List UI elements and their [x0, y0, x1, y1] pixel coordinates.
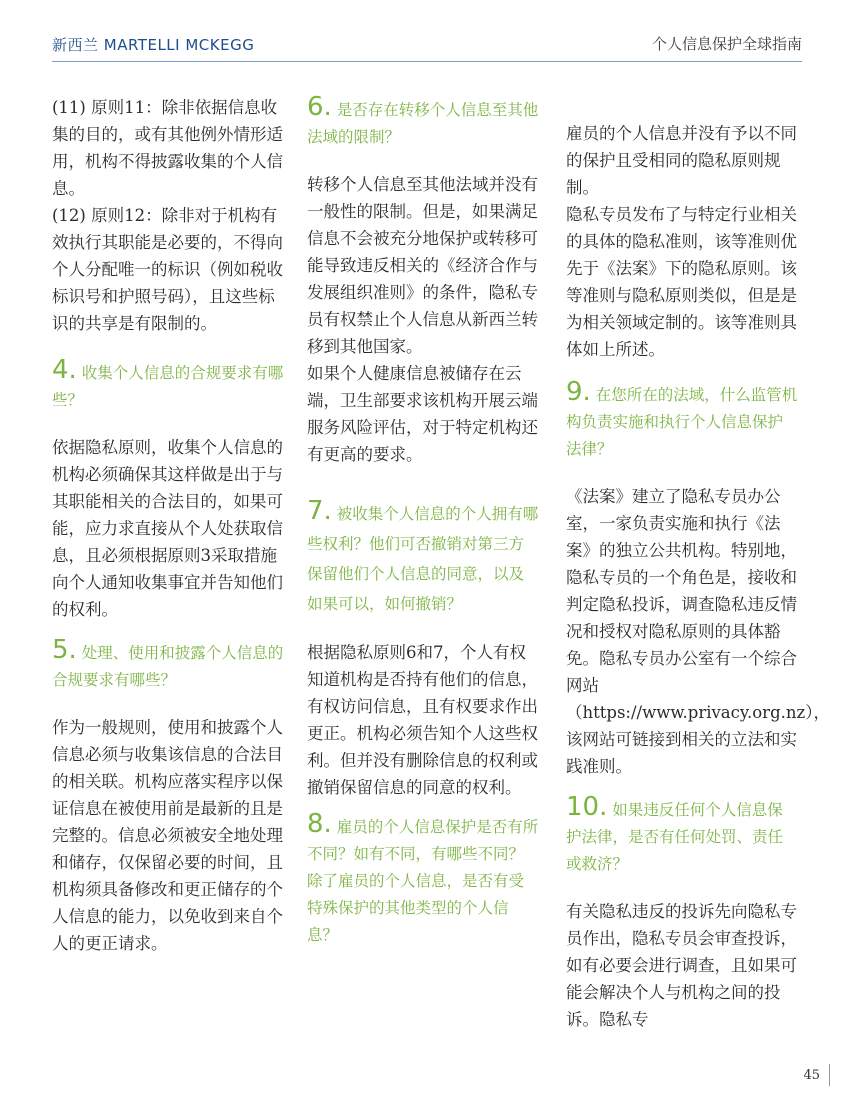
question-7-text: 被收集个人信息的个人拥有哪些权利？他们可否撤销对第三方保留他们个人信息的同意，以及如果可以，如何撤销？ — [307, 505, 539, 613]
answer-7: 根据隐私原则6和7，个人有权知道机构是否持有他们的信息，有权访问信息，且有权要求作出更正。机构必须告知个人这些权利。但并没有删除信息的权利或撤销保留信息的同意的权利。 — [307, 643, 538, 797]
question-5-text: 处理、使用和披露个人信息的合规要求有哪些？ — [52, 644, 284, 689]
question-8-text: 雇员的个人信息保护是否有所不同？如有不同，有哪些不同？除了雇员的个人信息，是否有受特殊保护的其他类型的个人信息？ — [307, 818, 539, 944]
page-number: 45 — [803, 1068, 820, 1083]
header-guide-title: 个人信息保护全球指南 — [651, 35, 802, 53]
question-10-text: 如果违反任何个人信息保护法律，是否有任何处罚、责任或救济？ — [566, 801, 784, 873]
page-number-divider — [829, 1064, 830, 1086]
answer-9: 《法案》建立了隐私专员办公室，一家负责实施和执行《法案》的独立公共机构。特别地，隐私专员的一个角色是，接收和判定隐私投诉，调查隐私违反情况和授权对隐私原则的具体豁免。隐私专员办公室有一个综合网站（https://www.privacy.org.nz），该网站可链接到相关的立法和实践准则。 — [566, 487, 830, 776]
answer-8-paragraph-2: 隐私专员发布了与特定行业相关的具体的隐私准则，该等准则优先于《法案》下的隐私原则。该等准则与隐私原则类似，但是是为相关领域定制的。该等准则具体如上所述。 — [566, 205, 797, 359]
column-2 — [307, 94, 539, 949]
question-8-number: 8. — [307, 809, 332, 839]
answer-5: 作为一般规则，使用和披露个人信息必须与收集该信息的合法目的相关联。机构应落实程序以保证信息在被使用前是最新的且是完整的。信息必须被安全地处理和储存，仅保留必要的时间，且机构须具备修改和更正储存的个人信息的能力，以免收到来自个人的更正请求。 — [52, 718, 283, 953]
question-6-heading — [307, 94, 539, 151]
answer-8-paragraph-1: 雇员的个人信息并没有予以不同的保护且受相同的隐私原则规制。 — [566, 124, 797, 197]
question-6-text: 是否存在转移个人信息至其他法域的限制？ — [307, 101, 539, 146]
question-10-heading — [566, 794, 798, 878]
question-5-number: 5. — [52, 635, 77, 665]
answer-6-paragraph-2: 如果个人健康信息被储存在云端，卫生部要求该机构开展云端服务风险评估，对于特定机构还有更高的要求。 — [307, 364, 538, 464]
principle-11: (11) 原则11：除非依据信息收集的目的，或有其他例外情形适用，机构不得披露收集的个人信息。 — [52, 98, 283, 198]
question-9-heading — [566, 379, 798, 463]
question-6-number: 6. — [307, 92, 332, 122]
question-7-number: 7. — [307, 496, 332, 526]
column-1 — [52, 94, 284, 957]
question-9-number: 9. — [566, 377, 591, 407]
answer-6-paragraph-1: 转移个人信息至其他法域并没有一般性的限制。但是，如果满足信息不会被充分地保护或转移可能导致违反相关的《经济合作与发展组织准则》的条件，隐私专员有权禁止个人信息从新西兰转移到其他国家。 — [307, 175, 538, 356]
column-3 — [566, 120, 830, 1033]
header-brand: 新西兰 MARTELLI MCKEGG — [52, 36, 255, 54]
principle-12: (12) 原则12：除非对于机构有效执行其职能是必要的，不得向个人分配唯一的标识（例如税收标识号和护照号码），且这些标识的共享是有限制的。 — [52, 206, 283, 333]
question-10-number: 10. — [566, 792, 608, 822]
answer-10: 有关隐私违反的投诉先向隐私专员作出，隐私专员会审查投诉，如有必要会进行调查，且如果可能会解决个人与机构之间的投诉。隐私专 — [566, 902, 797, 1029]
question-9-text: 在您所在的法域，什么监管机构负责实施和执行个人信息保护法律？ — [566, 386, 798, 458]
question-4-heading — [52, 357, 284, 414]
answer-4: 依据隐私原则，收集个人信息的机构必须确保其这样做是出于与其职能相关的合法目的，如果可能，应力求直接从个人处获取信息，且必须根据原则3采取措施向个人通知收集事宜并告知他们的权利。 — [52, 438, 283, 619]
question-8-heading — [307, 811, 539, 949]
header-divider — [52, 61, 802, 62]
question-5-heading — [52, 637, 284, 694]
question-7-heading — [307, 498, 539, 619]
question-4-number: 4. — [52, 355, 77, 385]
question-4-text: 收集个人信息的合规要求有哪些？ — [52, 364, 284, 409]
